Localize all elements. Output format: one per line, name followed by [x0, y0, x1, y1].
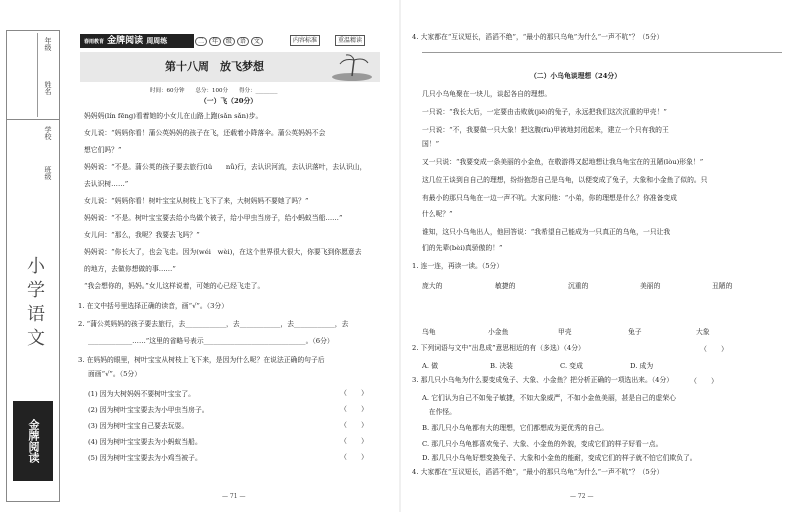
- island-illustration: [330, 52, 375, 82]
- q3-option-4: (4) 因为树叶宝宝要去为小蚂蚁当船。: [88, 438, 202, 446]
- r-q2-option-c[interactable]: C. 变成: [560, 362, 583, 370]
- match-bottom-4[interactable]: 兔子: [628, 328, 642, 336]
- match-top-5[interactable]: 丑陋的: [712, 282, 733, 290]
- r-q2-option-a[interactable]: A. 做: [422, 362, 439, 370]
- match-top-2[interactable]: 敏捷的: [495, 282, 516, 290]
- q3-option-3: (3) 因为树叶宝宝自己要去玩耍。: [88, 422, 189, 430]
- type-tag-1: 内容标准: [290, 35, 320, 46]
- exam-meta: 时间：60分钟 总分：100分 得分：________: [150, 88, 278, 94]
- q3-option-1: (1) 因为大树妈妈不要树叶宝宝了。: [88, 390, 195, 398]
- q3-answer-2[interactable]: （ ）: [340, 405, 368, 413]
- r-q3-option-a[interactable]: A. 它们认为自己不如兔子敏捷，不如大象威严，不如小金鱼美丽，甚是自己的虚荣心: [422, 394, 676, 402]
- q3-option-2: (2) 因为树叶宝宝要去为小甲虫当房子。: [88, 406, 209, 414]
- story-line-2: 女儿说：“妈妈你看！蒲公英妈妈的孩子在飞，还载着小降落伞。蒲公英妈妈不会: [84, 129, 326, 137]
- grade-label: 年级: [44, 37, 52, 51]
- story-line-3: 想它们吗？”: [84, 146, 122, 154]
- section-title-2: （二）小乌龟谈理想（24分）: [530, 72, 622, 80]
- grade-tags: 二 年 级 语 文: [195, 36, 263, 45]
- story2-line-3: 一只说：“不，我要做一只大象！把这腹(fù)甲被地封闭起来，建立一个只有我的王: [422, 126, 669, 134]
- brand-name: 金牌阅读: [107, 36, 144, 46]
- q3-answer-5[interactable]: （ ）: [340, 453, 368, 461]
- student-info-strip: [6, 30, 60, 502]
- match-top-3[interactable]: 沉重的: [568, 282, 589, 290]
- class-label: 班级: [44, 166, 52, 180]
- q3-answer-1[interactable]: （ ）: [340, 389, 368, 397]
- story2-line-10: 们的先辈(bèi)真骄傲的！”: [422, 244, 503, 252]
- story2-line-9: 谁知，这只小乌龟出人，他回答说：“我希望自己能成为一只真正的乌龟，一只让我: [422, 228, 671, 236]
- brand-publisher: 春雨教育: [84, 39, 105, 45]
- q3-answer-4[interactable]: （ ）: [340, 437, 368, 445]
- type-tag-2: 重温精读: [335, 35, 365, 46]
- question-1: 1. 在文中括号里选择正确的读音，画“√”。（3分）: [78, 302, 228, 310]
- question-2-line-1[interactable]: 2. “蒲公英妈妈的孩子要去旅行，去____________，去____________，去____________，去: [78, 320, 349, 328]
- r-q3-option-b[interactable]: B. 那几只小乌龟都有大的理想，它们都想成为更优秀的自己。: [422, 424, 609, 432]
- student-info-box: [7, 31, 59, 120]
- match-top-4[interactable]: 美丽的: [640, 282, 661, 290]
- right-page: [400, 0, 800, 512]
- question-2-line-2[interactable]: _____________……”这里的省略号表示______________________________。（6分）: [88, 337, 334, 345]
- r-q3-option-d[interactable]: D. 那几只小乌龟好想变换兔子、大象和小金鱼的能耐，变成它们的样子就不怕它们欺负了。: [422, 454, 697, 462]
- page-title: 第十八周 放飞梦想: [165, 60, 264, 73]
- story2-line-7: 有最小的那只乌龟在一边一声不吭。大家问他：“小弟，你的理想是什么？你准备变成: [422, 194, 677, 202]
- r-question-2: 2. 下列词语与文中“出息成”意思相近的有（多选）（4分）: [412, 344, 585, 352]
- r-q2-option-b[interactable]: B. 决装: [490, 362, 513, 370]
- q3-option-5: (5) 因为树叶宝宝要去为小鸡当被子。: [88, 454, 202, 462]
- brand-sub: 周周练: [146, 37, 168, 45]
- r-question-1: 1. 连一连，再读一读。（5分）: [412, 262, 504, 270]
- story-line-8: 女儿问：“那么，我呢？我要去飞吗？”: [84, 231, 200, 239]
- match-top-1[interactable]: 庞大的: [422, 282, 443, 290]
- story2-line-6: 这几位王谈到自自己的理想，纷纷抱怨自己是乌龟，以便变成了兔子，大象和小金鱼了似的。只: [422, 176, 708, 184]
- story2-line-8: 什么呢？”: [422, 210, 453, 218]
- r-q2-option-d[interactable]: D. 成为: [630, 362, 654, 370]
- story2-line-2: 一只说：“我长大后，一定要由击败就(jiē)的兔子，永远把我们这次沉重的甲壳！”: [422, 108, 667, 116]
- match-bottom-3[interactable]: 甲壳: [558, 328, 572, 336]
- story-line-9: 妈妈说：“你长大了，也会飞走。因为(wéi wèi)，在这个世界很大很大，你要飞到你愿意去: [84, 248, 362, 256]
- story-line-7: 妈妈说：“不是。树叶宝宝要去给小鸟做个被子，给小甲虫当房子，给小蚂蚁当船……”: [84, 214, 343, 222]
- story-line-6: 女儿说：“妈妈你看！树叶宝宝从树枝上飞下了来，大树妈妈不要她了吗？”: [84, 197, 309, 205]
- strip-logo: 金牌阅读: [13, 401, 53, 481]
- match-bottom-5[interactable]: 大象: [696, 328, 710, 336]
- brand-logo: [80, 34, 194, 48]
- name-label: 姓名: [44, 81, 52, 95]
- subject-vertical-title: 小学语文: [24, 256, 45, 352]
- r-question-3: 3. 那几只小乌龟为什么要变成兔子、大象、小金鱼？把分析正确的一项选出来。（4分）: [412, 376, 674, 384]
- story-line-5: 去认识树……”: [84, 180, 129, 188]
- question-3-line-1: 3. 在妈妈的眼里，树叶宝宝从树枝上飞下来，是因为什么呢？在说法正确的句子后: [78, 356, 325, 364]
- page-fold: [399, 0, 401, 512]
- page-number-right: — 72 —: [570, 493, 594, 500]
- match-bottom-1[interactable]: 乌龟: [422, 328, 436, 336]
- school-label: 学校: [44, 126, 52, 140]
- story-line-1: 妈妈妈(lín fēng)看着她的小女儿在山路上跑(sǎn sǎn)步。: [84, 112, 263, 120]
- question-3-line-2: 面画“√”。（5分）: [88, 370, 141, 378]
- r-question-4: 4. 大家都在“互议短长，滔滔不绝”，“最小的那只乌龟”为什么“一声不吭”？（5分）: [412, 468, 664, 476]
- r-q3-option-a-cont: 在作怪。: [422, 408, 456, 416]
- story-line-10: 的地方，去做你想做的事……”: [84, 265, 176, 273]
- page-number-left: — 71 —: [222, 493, 246, 500]
- story2-line-1: 几只小乌龟聚在一块儿，谈起各自的理想。: [422, 90, 552, 98]
- answer-line-1[interactable]: [422, 52, 782, 53]
- story2-line-5: 又一只说：“我要变成一条美丽的小金鱼，在敬游得又起地想让我乌龟宝在的丑陋(lòu)形象！”: [422, 158, 704, 166]
- r-q2-answer[interactable]: （ ）: [700, 345, 728, 353]
- section-title-1: （一）飞（20分）: [200, 97, 258, 105]
- r-q3-option-c[interactable]: C. 那几只小乌龟都喜欢兔子、大象、小金鱼的外貌，变成它们的样子好看一点。: [422, 440, 663, 448]
- story-line-11: “我会想你的，妈妈。”女儿这样说着，可她的心已经飞走了。: [84, 282, 265, 290]
- question-4-left: 4. 大家都在“互议短长，滔滔不绝”，“最小的那只乌龟”为什么“一声不吭”？（5分）: [412, 33, 664, 41]
- r-q3-answer[interactable]: （ ）: [690, 377, 718, 385]
- info-line: [37, 33, 38, 117]
- story-line-4: 妈妈说：“不是。蒲公英的孩子要去旅行(lǔ nǚ)行，去认识河流，去认识落叶，去认识山，: [84, 163, 367, 171]
- q3-answer-3[interactable]: （ ）: [340, 421, 368, 429]
- story2-line-4: 国！”: [422, 140, 440, 148]
- match-bottom-2[interactable]: 小金鱼: [488, 328, 509, 336]
